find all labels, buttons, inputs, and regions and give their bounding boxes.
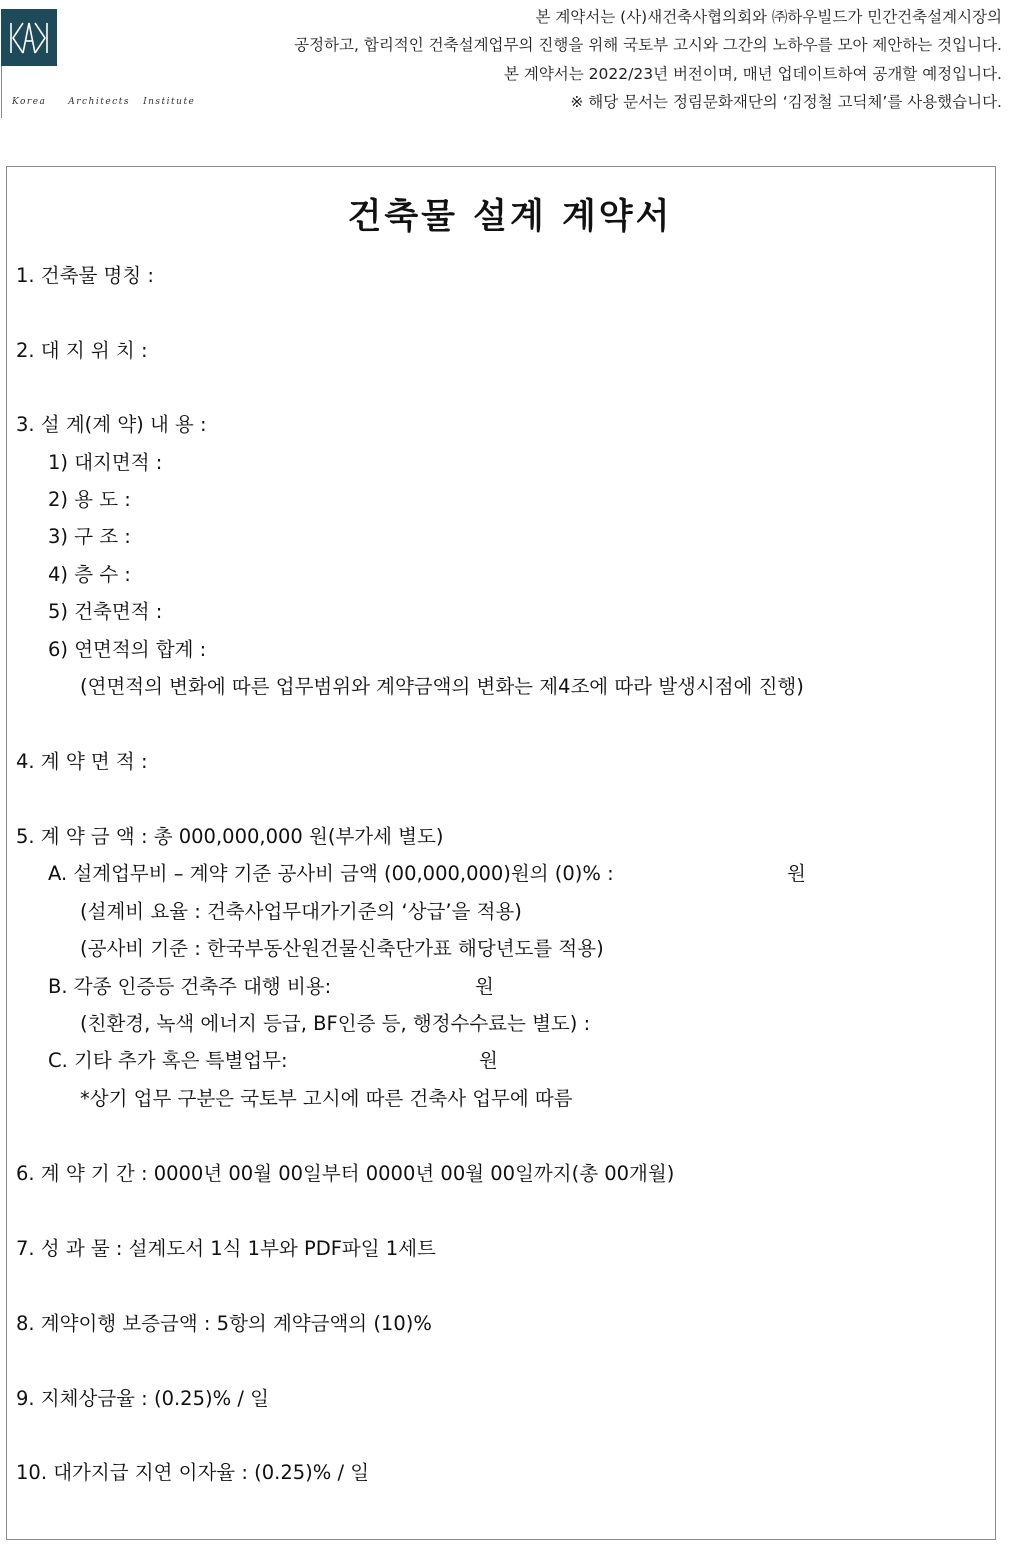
notice-line: ※ 해당 문서는 정림문화재단의 ‘김정철 고딕체’를 사용했습니다. [570,92,1002,111]
note-construction-cost: (공사비 기준 : 한국부동산원건물신축단가표 해당년도를 적용) [80,937,604,960]
note-certification: (친환경, 녹색 에너지 등급, BF인증 등, 행정수수료는 별도) : [80,1012,591,1035]
item-performance-bond: 8. 계약이행 보증금액 : 5항의 계약금액의 (10)% [16,1312,432,1335]
item-contract-amount: 5. 계 약 금 액 : 총 000,000,000 원(부가세 별도) [16,825,444,848]
item-delay-penalty: 9. 지체상금율 : (0.25)% / 일 [16,1387,269,1410]
item-use: 2) 용 도 : [48,488,131,511]
won-label: 원 [479,1049,498,1072]
kai-logo-mark [1,9,57,66]
notice-line: 본 계약서는 2022/23년 버전이며, 매년 업데이트하여 공개할 예정입니다. [503,64,1002,83]
item-structure: 3) 구 조 : [48,525,131,548]
won-label: 원 [787,862,806,885]
header-notice [294,3,1002,116]
item-site-area: 1) 대지면적 : [48,451,163,474]
notice-line: 본 계약서는 (사)새건축사협의회와 ㈜하우빌드가 민간건축설계시장의 [535,8,1002,26]
item-design-content: 3. 설 계(계 약) 내 용 : [16,413,207,436]
item-floors: 4) 층 수 : [48,563,131,586]
item-deliverables: 7. 성 과 물 : 설계도서 1식 1부와 PDF파일 1세트 [16,1237,436,1260]
item-floor-area-note: (연면적의 변화에 따른 업무범위와 계약금액의 변화는 제4조에 따라 발생시점에 진행) [80,675,804,698]
logo-divider [1,66,2,118]
logo-tagline: Korea Architects Institute [12,97,196,107]
item-contract-area: 4. 계 약 면 적 : [16,750,148,773]
notice-line: 공정하고, 합리적인 건축설계업무의 진행을 위해 국토부 고시와 그간의 노하우를 모아 제안하는 것입니다. [294,36,1002,55]
document-title: 건축물 설계 계약서 [347,197,673,237]
item-building-name: 1. 건축물 명칭 : [16,264,154,287]
item-site-location: 2. 대 지 위 치 : [16,339,148,362]
item-certification-fee: B. 각종 인증등 건축주 대행 비용: [48,975,332,998]
won-label: 원 [475,975,494,998]
item-total-floor-area: 6) 연면적의 합계 : [48,638,207,661]
note-fee-rate: (설계비 요율 : 건축사업무대가기준의 ‘상급’을 적용) [80,900,522,923]
item-building-area: 5) 건축면적 : [48,600,163,623]
kai-logo [1,9,57,66]
item-special-work: C. 기타 추가 혹은 특별업무: [48,1049,288,1072]
item-contract-period: 6. 계 약 기 간 : 0000년 00월 00일부터 0000년 00월 00일까지(총 00개월) [16,1162,675,1185]
item-late-payment-interest: 10. 대가지급 지연 이자율 : (0.25)% / 일 [16,1461,370,1484]
note-work-scope: *상기 업무 구분은 국토부 고시에 따른 건축사 업무에 따름 [80,1087,573,1110]
item-design-fee: A. 설계업무비 – 계약 기준 공사비 금액 (00,000,000)원의 (0)% : [48,862,614,885]
